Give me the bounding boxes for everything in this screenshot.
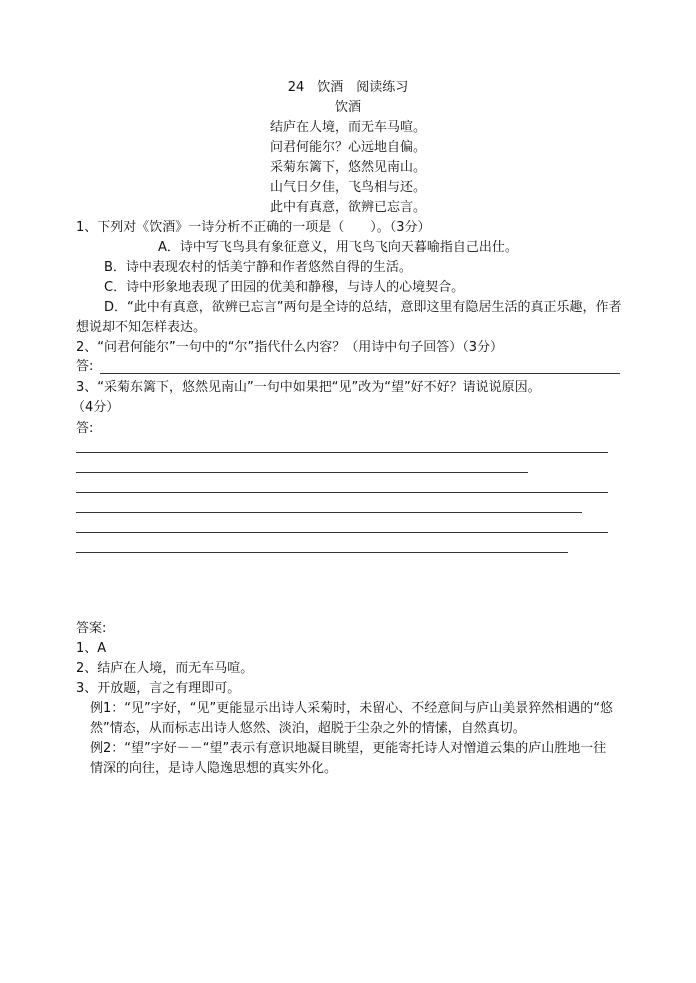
answer-3-example-2-continued: 情深的向往，是诗人隐逸思想的真实外化。 [90,761,338,776]
poem-line: 问君何能尔？心远地自偏。 [269,140,426,155]
answer-1: 1、A [76,641,107,656]
question-3-answer-label: 答: [76,421,94,436]
answer-3: 3、开放题，言之有理即可。 [76,681,241,696]
question-3-points: （4分） [72,400,120,415]
answer-2: 2、结庐在人境，而无车马喧。 [76,661,254,676]
question-1-stem: 1、下列对《饮酒》一诗分析不正确的一项是（ ）。（3分） [76,220,431,235]
poem-line: 采菊东篱下，悠然见南山。 [269,160,426,175]
poem-line: 此中有真意，欲辨已忘言。 [269,200,426,215]
poem-line: 结庐在人境，而无车马喧。 [269,120,426,135]
question-1-option-d: D．“此中有真意，欲辨已忘言”两句是全诗的总结，意即这里有隐居生活的真正乐趣，作者 [104,300,622,315]
poem-line: 山气日夕佳，飞鸟相与还。 [269,180,426,195]
question-1-option-a: A．诗中写飞鸟具有象征意义，用飞鸟飞向天暮喻指自己出仕。 [158,240,518,255]
answer-line [76,472,528,473]
question-2-stem: 2、“问君何能尔”一句中的“尔”指代什么内容？（用诗中句子回答）（3分） [76,340,503,355]
question-1-option-b: B．诗中表现农村的恬美宁静和作者悠然自得的生活。 [104,260,412,275]
answer-3-example-2: 例2：“望”字好－－“望”表示有意识地凝目眺望，更能寄托诗人对憎道云集的庐山胜地一往 [90,741,607,756]
question-3-stem: 3、“采菊东篱下，悠然见南山”一句中如果把“见”改为“望”好不好？请说说原因。 [76,380,541,395]
answer-line [100,373,620,374]
question-1-option-c: C．诗中形象地表现了田园的优美和静穆，与诗人的心境契合。 [104,280,465,295]
worksheet-title: 24 饮酒 阅读练习 [287,80,409,95]
answers-heading: 答案: [76,621,107,636]
answer-line [76,532,608,533]
answer-3-example-1-continued: 然”情态，从而标志出诗人悠然、淡泊，超脱于尘杂之外的情愫，自然真切。 [90,721,526,736]
answer-line [76,552,568,553]
answer-3-example-1: 例1：“见”字好，“见”更能显示出诗人采菊时，未留心、不经意间与庐山美景猝然相遇的“悠 [90,701,613,716]
question-2-answer-label: 答: [76,359,94,374]
question-1-option-d-continued: 想说却不知怎样表达。 [76,320,207,335]
answer-line [76,452,608,453]
answer-line [76,492,608,493]
poem-title: 饮酒 [334,100,361,115]
answer-line [76,512,582,513]
